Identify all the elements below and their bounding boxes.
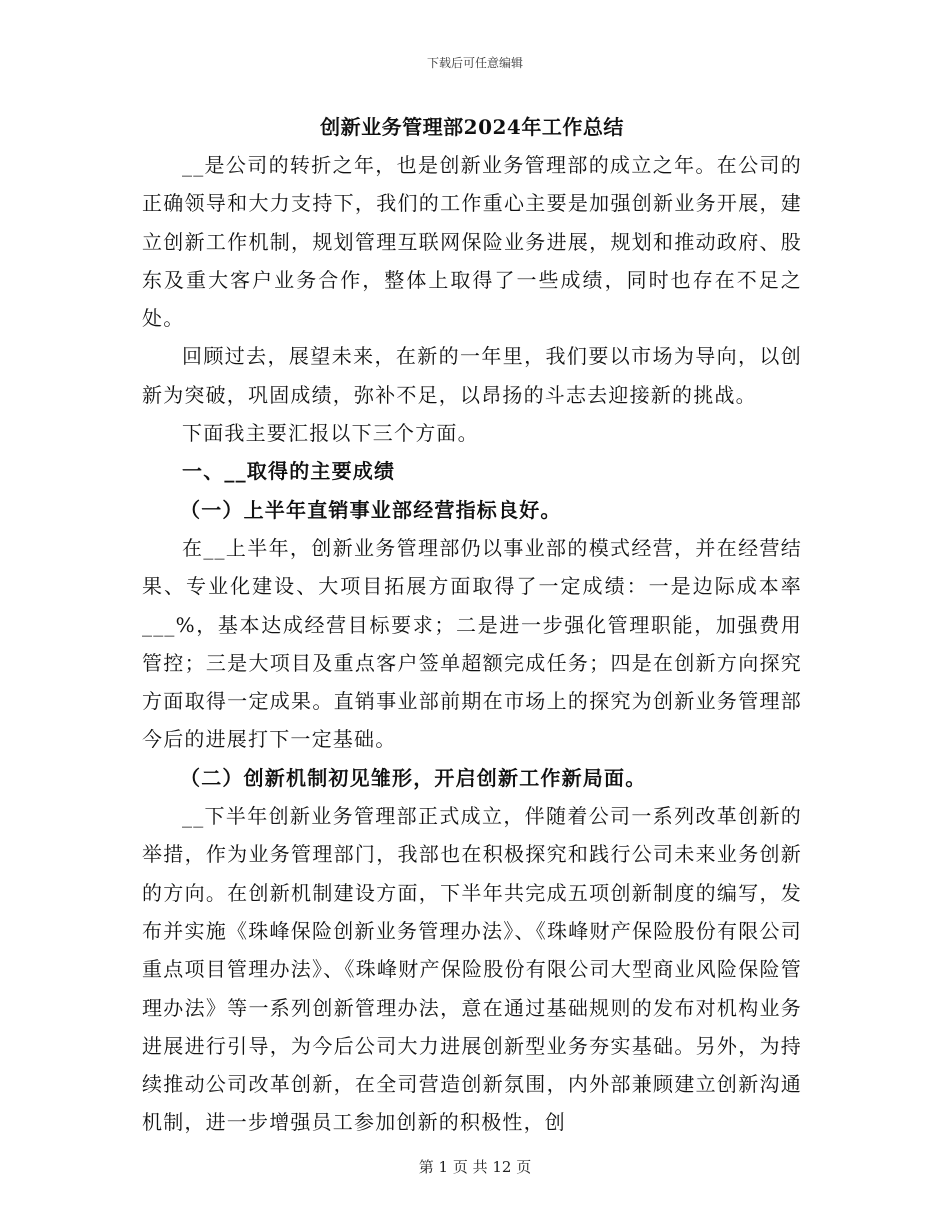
page-footer-pagination: 第 1 页 共 12 页 — [418, 1158, 532, 1176]
paragraph-innovation-mechanism: __下半年创新业务管理部正式成立，伴随着公司一系列改革创新的举措，作为业务管理部门，我部也在积极探究和践行公司未来业务创新的方向。在创新机制建设方面，下半年共完成五项创新制度的编写，发布并实施《珠峰保险创新业务管理办法》、《珠峰财产保险股份有限公司重点项目管理办法》、《珠峰财产保险股份有限公司大型商业风险保险管理办法》等一系列创新管理办法，意在通过基础规则的发布对机构业务进展进行引导，为今后公司大力进展创新型业务夯实基础。另外，为持续推动公司改革创新，在全司营造创新氛围，内外部兼顾建立创新沟通机制，进一步增强员工参加创新的积极性，创 — [142, 804, 802, 1135]
page-header-note: 下载后可任意编辑 — [426, 56, 523, 70]
section-heading-achievements: 一、__取得的主要成绩 — [182, 459, 396, 484]
paragraph-first-half: 在__上半年，创新业务管理部仍以事业部的模式经营，并在经营结果、专业化建设、大项目拓展方面取得了一定成绩：一是边际成本率___%，基本达成经营目标要求；二是进一步强化管理职能，加强费用管控；三是大项目及重点客户签单超额完成任务；四是在创新方向探究方面取得一定成果。直销事业部前期在市场上的探究为创新业务管理部今后的进展打下一定基础。 — [142, 535, 802, 752]
document-title: 创新业务管理部2024年工作总结 — [320, 115, 624, 139]
paragraph-intro: __是公司的转折之年，也是创新业务管理部的成立之年。在公司的正确领导和大力支持下，我们的工作重心主要是加强创新业务开展，建立创新工作机制，规划管理互联网保险业务进展，规划和推动政府、股东及重大客户业务合作，整体上取得了一些成绩，同时也存在不足之处。 — [142, 153, 802, 331]
subsection-heading-first-half: （一）上半年直销事业部经营指标良好。 — [180, 497, 562, 522]
subsection-heading-innovation-mechanism: （二）创新机制初见雏形，开启创新工作新局面。 — [180, 765, 647, 790]
document-body — [142, 108, 802, 1142]
paragraph-report-scope: 下面我主要汇报以下三个方面。 — [182, 421, 479, 446]
paragraph-outlook: 回顾过去，展望未来，在新的一年里，我们要以市场为导向，以创新为突破，巩固成绩，弥补不足，以昂扬的斗志去迎接新的挑战。 — [142, 344, 802, 407]
